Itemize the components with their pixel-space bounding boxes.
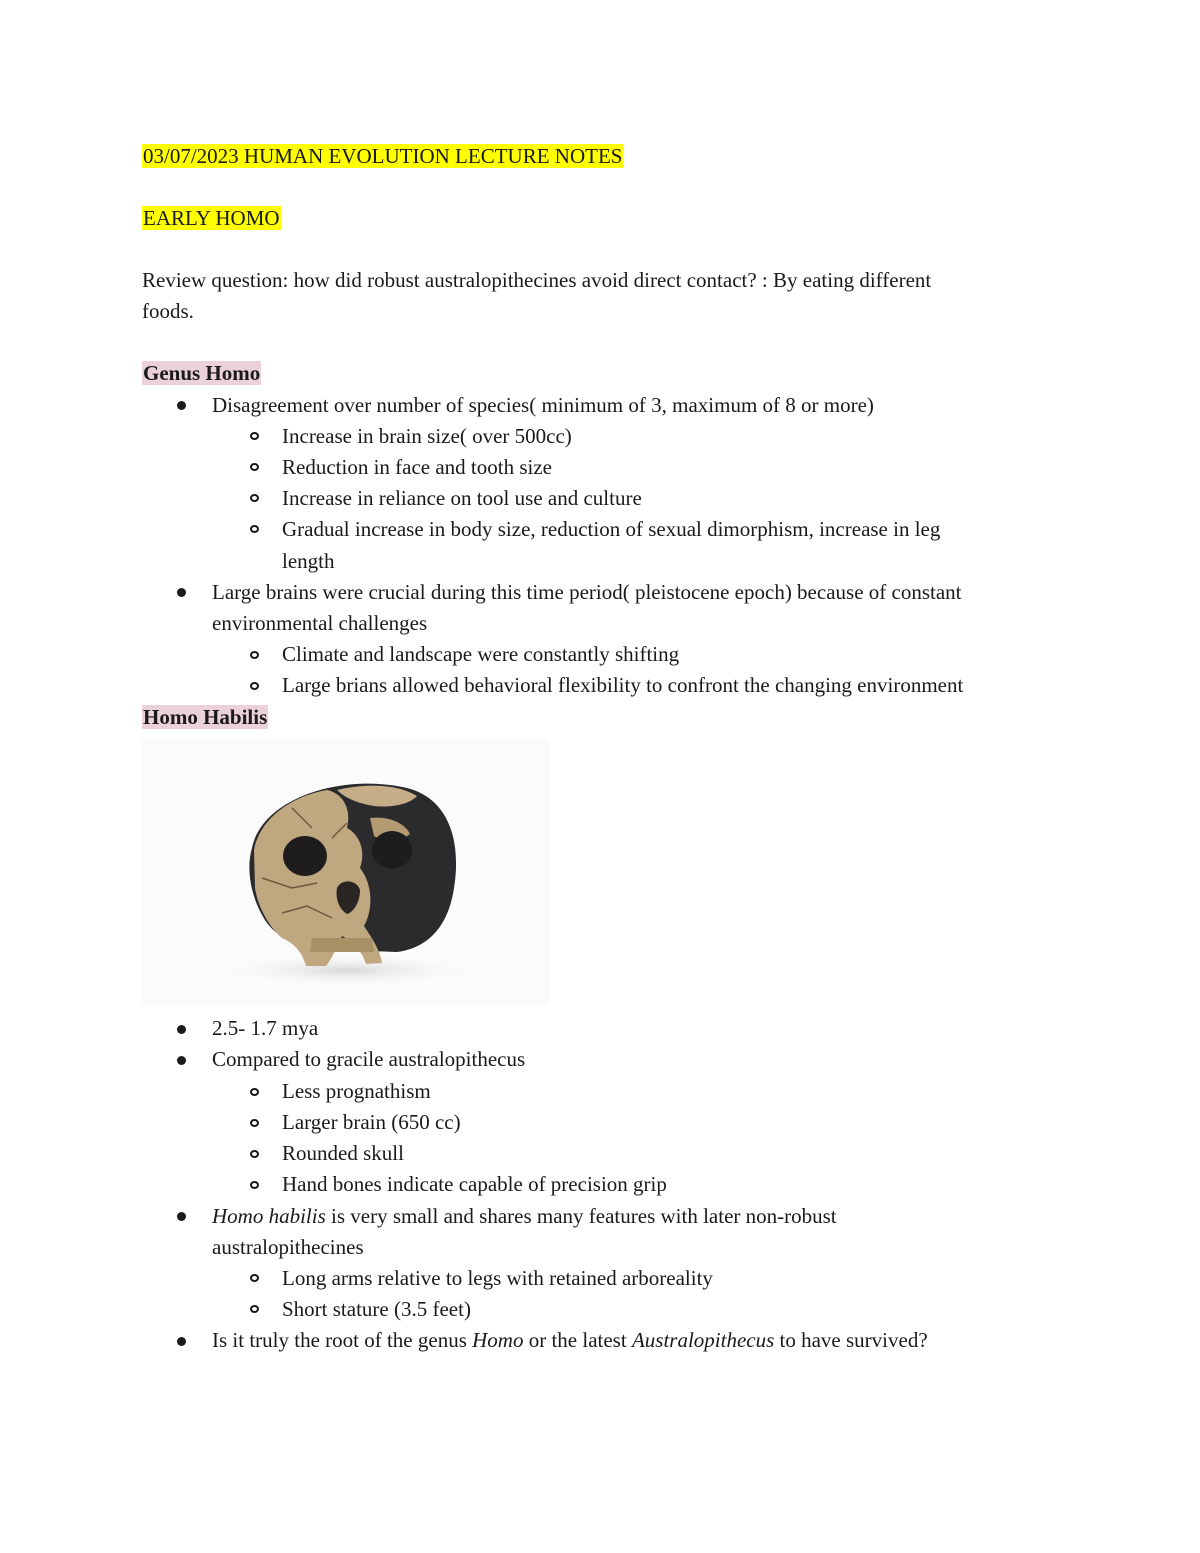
sub-list-item: Rounded skull (282, 1141, 404, 1165)
bullet-dot-icon (177, 588, 186, 597)
bullet-circle-icon (250, 1088, 259, 1096)
list-item: 2.5- 1.7 mya (212, 1016, 319, 1040)
bullet-dot-icon (177, 401, 186, 410)
bullet-circle-icon (250, 651, 259, 659)
bullet-dot-icon (177, 1025, 186, 1034)
homo-habilis-heading: Homo Habilis (143, 705, 268, 729)
sub-list-item: Hand bones indicate capable of precision grip (282, 1172, 667, 1196)
bullet-circle-icon (250, 1150, 259, 1158)
sub-list-item-continued: length (282, 549, 335, 573)
list-item: Disagreement over number of species( minimum of 3, maximum of 8 or more) (212, 393, 874, 417)
list-item: Compared to gracile australopithecus (212, 1047, 526, 1071)
skull-photo (142, 738, 550, 1006)
list-item: Is it truly the root of the genus Homo or the latest Australopithecus to have survived? (212, 1328, 928, 1352)
sub-list-item: Climate and landscape were constantly shifting (282, 642, 680, 666)
bullet-circle-icon (250, 463, 259, 471)
review-question-line-1: Review question: how did robust australopithecines avoid direct contact? : By eating different (142, 268, 932, 292)
bullet-dot-icon (177, 1212, 186, 1221)
genus-homo-heading: Genus Homo (143, 361, 261, 385)
bullet-dot-icon (177, 1056, 186, 1065)
review-question-line-2: foods. (142, 299, 194, 323)
sub-list-item: Short stature (3.5 feet) (282, 1297, 471, 1321)
list-item: Homo habilis is very small and shares many features with later non-robust (212, 1204, 837, 1228)
bullet-circle-icon (250, 682, 259, 690)
homo-habilis-skull-image (142, 738, 550, 1006)
sub-list-item: Less prognathism (282, 1079, 431, 1103)
sub-list-item: Gradual increase in body size, reduction of sexual dimorphism, increase in leg (282, 517, 941, 541)
bullet-circle-icon (250, 1119, 259, 1127)
sub-list-item: Long arms relative to legs with retained arboreality (282, 1266, 713, 1290)
sub-list-item: Larger brain (650 cc) (282, 1110, 461, 1134)
list-item-continued: australopithecines (212, 1235, 364, 1259)
sub-list-item: Large brians allowed behavioral flexibility to confront the changing environment (282, 673, 964, 697)
list-item: Large brains were crucial during this time period( pleistocene epoch) because of constant (212, 580, 962, 604)
sub-list-item: Increase in reliance on tool use and culture (282, 486, 642, 510)
bullet-circle-icon (250, 1274, 259, 1282)
bullet-circle-icon (250, 494, 259, 502)
sub-list-item: Increase in brain size( over 500cc) (282, 424, 572, 448)
sub-list-item: Reduction in face and tooth size (282, 455, 552, 479)
bullet-circle-icon (250, 1181, 259, 1189)
bullet-circle-icon (250, 432, 259, 440)
document-title: 03/07/2023 HUMAN EVOLUTION LECTURE NOTES (143, 144, 623, 168)
list-item-continued: environmental challenges (212, 611, 428, 635)
bullet-dot-icon (177, 1337, 186, 1346)
bullet-circle-icon (250, 1305, 259, 1313)
section-title: EARLY HOMO (143, 206, 280, 230)
bullet-circle-icon (250, 525, 259, 533)
